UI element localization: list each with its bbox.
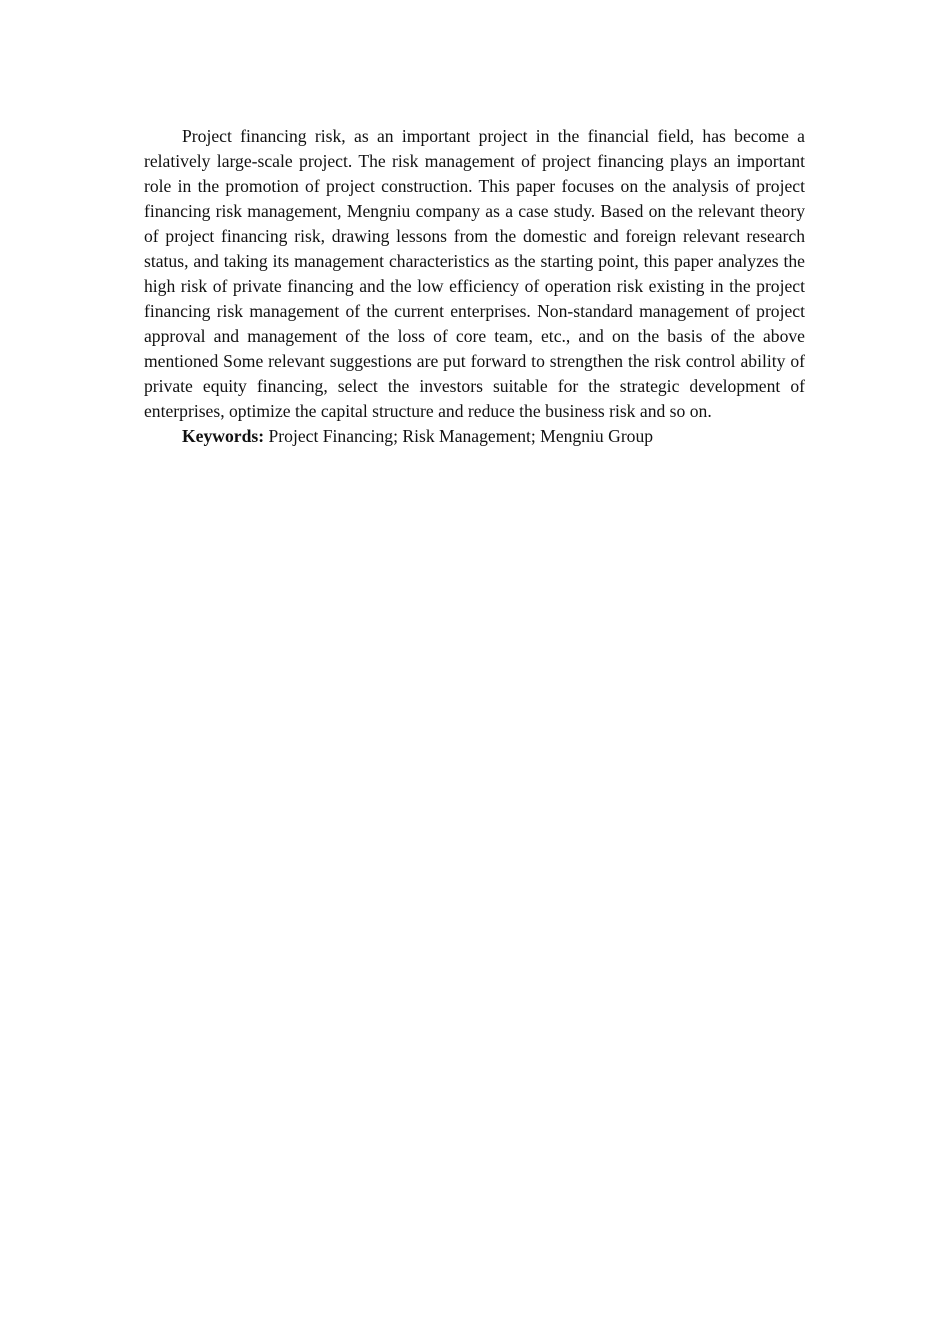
keywords-label: Keywords: <box>182 426 265 446</box>
abstract-section <box>144 124 805 449</box>
abstract-paragraph: Project financing risk, as an important project in the financial field, has become a relatively large-scale project. The risk management of project financing plays an important role in the promotion of project construction. This paper focuses on the analysis of project financing risk management, Mengniu company as a case study. Based on the relevant theory of project financing risk, drawing lessons from the domestic and foreign relevant research status, and taking its management characteristics as the starting point, this paper analyzes the high risk of private financing and the low efficiency of operation risk existing in the project financing risk management of the current enterprises. Non-standard management of project approval and management of the loss of core team, etc., and on the basis of the above mentioned Some relevant suggestions are put forward to strengthen the risk control ability of private equity financing, select the investors suitable for the strategic development of enterprises, optimize the capital structure and reduce the business risk and so on. <box>144 126 805 421</box>
keywords-text: Project Financing; Risk Management; Mengniu Group <box>268 426 654 446</box>
keywords-line <box>144 424 805 449</box>
